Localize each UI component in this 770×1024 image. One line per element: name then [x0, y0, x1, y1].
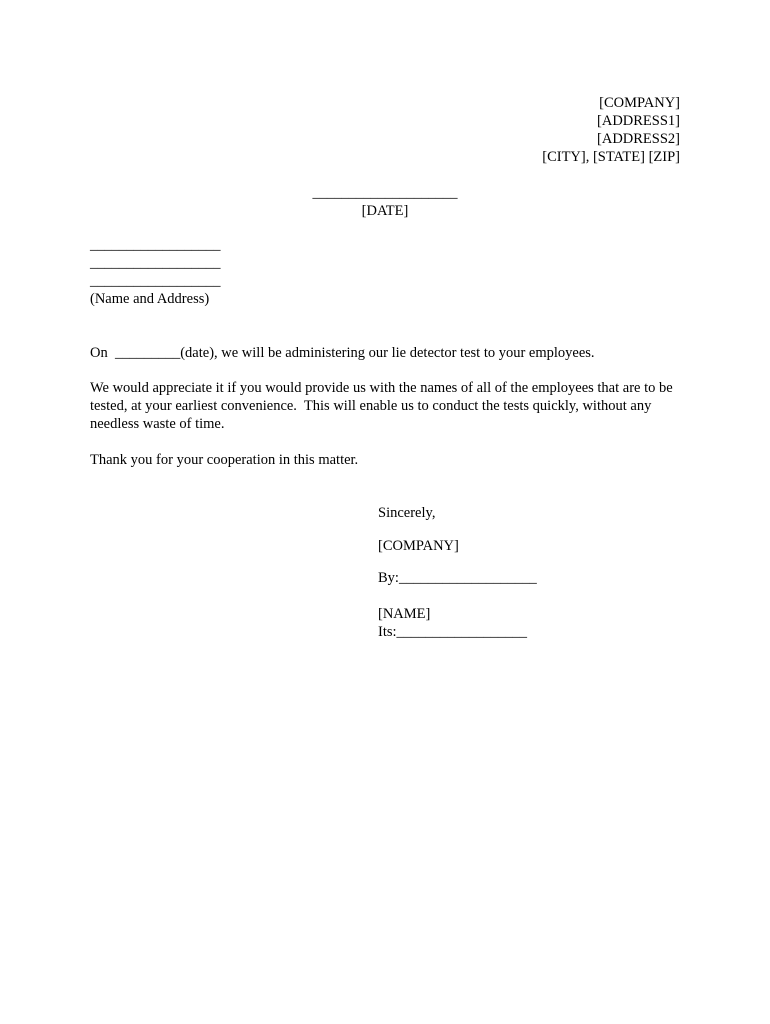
- paragraph-text: On _________(date), we will be administering our lie detector test to your employees.: [90, 345, 595, 361]
- date-blank-line: ____________________: [312, 185, 458, 201]
- recipient-blank-line-3: __________________: [90, 273, 221, 289]
- body-paragraph-1: [90, 344, 680, 362]
- recipient-block: [90, 236, 221, 308]
- paragraph-text: Thank you for your cooperation in this matter.: [90, 452, 359, 468]
- closing-name-title-block: [378, 605, 527, 641]
- sender-city-state-zip: [CITY], [STATE] [ZIP]: [542, 149, 680, 165]
- sender-company: [COMPANY]: [599, 95, 680, 111]
- body-paragraph-2: [90, 379, 680, 433]
- recipient-label: (Name and Address): [90, 291, 210, 307]
- sender-address2: [ADDRESS2]: [597, 131, 680, 147]
- recipient-blank-line-1: __________________: [90, 237, 221, 253]
- date-block: [300, 184, 470, 220]
- sender-address1: [ADDRESS1]: [597, 113, 680, 129]
- paragraph-text: We would appreciate it if you would provide us with the names of all of the employees that are to be tested, at your earliest convenience. This will enable us to conduct the tests quickly, without any needless waste of time.: [90, 380, 677, 432]
- date-label: [DATE]: [361, 203, 409, 219]
- sender-address-block: [542, 94, 680, 166]
- closing-name: [NAME]: [378, 606, 431, 622]
- closing-its-line: Its:__________________: [378, 624, 528, 640]
- closing-company: [COMPANY]: [378, 538, 459, 554]
- closing-signature-line: By:___________________: [378, 570, 537, 586]
- recipient-blank-line-2: __________________: [90, 255, 221, 271]
- closing-salutation: Sincerely,: [378, 505, 436, 521]
- body-paragraph-3: [90, 451, 680, 469]
